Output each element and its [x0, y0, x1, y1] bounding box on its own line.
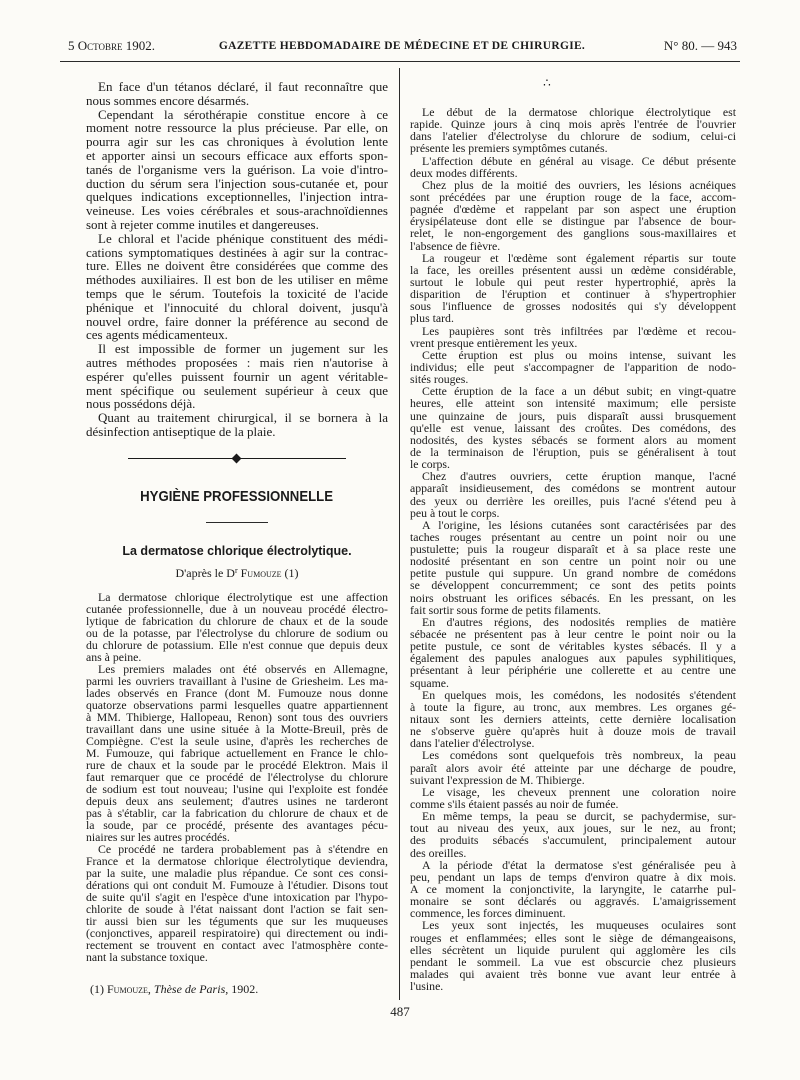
paragraph	[410, 179, 736, 252]
text-line	[410, 749, 736, 761]
line-text: Le chloral et l'acide phénique constituent des médi-	[98, 230, 388, 246]
section-heading-block	[86, 488, 388, 506]
line-text: quelques indications exceptionnelles, l'injection intra-	[86, 189, 388, 205]
section-separator	[128, 453, 346, 465]
line-text: L'affection débute en général au visage. Ce début présente	[422, 153, 736, 168]
line-text: veineuse. Les voies cérébrales et sous-arachnoïdiennes	[86, 203, 388, 219]
line-text: dérations qui ont conduit M. Fumouze à l'étudier. Disons tout	[86, 878, 388, 892]
continuation-mark: ∴	[543, 76, 551, 90]
line-text: Le début de la dermatose chlorique électrolytique est	[422, 105, 736, 119]
line-text: heures, elle atteint son intensité maximum; elle persiste	[410, 396, 736, 411]
line-text: Les yeux sont injectés, les muqueuses oculaires sont	[422, 918, 736, 933]
line-text: dans l'atelier d'électrolyse du chlorure de sodium, celui-ci	[410, 129, 736, 144]
byline-title-superscript: r	[234, 566, 238, 575]
text-line	[410, 252, 736, 264]
line-text: A la période d'état la dermatose s'est généralisée peu à	[422, 857, 736, 872]
line-text: désinfection antiseptique de la plaie.	[86, 423, 276, 439]
line-text: paraît alors avoir été atteinte par une décharge de poudre,	[410, 760, 736, 775]
paragraph	[410, 616, 736, 689]
text-line	[86, 246, 388, 260]
line-text: phénique et l'innocuité du chloral doivent, jusqu'à	[86, 299, 388, 315]
line-text: autres méthodes proposées : mais rien n'autorise à	[86, 354, 388, 370]
line-text: peu à tout le corps.	[410, 505, 500, 520]
line-text: sont précédées par une éruption rouge de la face, accom-	[410, 189, 736, 204]
text-line	[410, 446, 736, 458]
text-line	[86, 218, 388, 232]
line-text: Le visage, les cheveux prennent une coloration noire	[422, 784, 736, 799]
line-text: Cette éruption de la face a un début subit; en vingt-quatre	[422, 384, 736, 399]
text-line	[86, 204, 388, 218]
text-line	[410, 968, 736, 980]
line-text: présentant à leur périphérie une collerette et au centre une	[410, 663, 736, 678]
line-text: et apporter ainsi un secours efficace aux efforts spon-	[86, 147, 388, 163]
line-text: duction du sérum sera l'injection sous-cutanée et, pour	[86, 175, 388, 191]
line-text: malades qui avaient très bonne vue avant leur entrée à	[410, 966, 736, 981]
line-text: A ce moment la conjonctivite, la laryngite, le catarrhe pul-	[410, 882, 736, 896]
paragraph	[410, 349, 736, 385]
line-text: sous l'influence de grosses nodosités qui s'y développent	[410, 299, 736, 314]
line-text: apparaît insidieusement, des comédons se montrent autour	[410, 481, 736, 496]
line-text: lytique de fabrication du chlorure de chaux et de la soude	[86, 614, 388, 628]
line-text: à toute la figure, au tronc, aux membres. Les organes gé-	[410, 699, 736, 714]
text-line	[86, 397, 388, 411]
line-text: rure de chaux et la soude par le procédé Elektron. Mais il	[86, 758, 388, 772]
paragraph	[410, 155, 736, 179]
text-line	[86, 287, 388, 301]
line-text: tanés de l'organisme vers la guérison. La voie d'intro-	[86, 161, 388, 177]
line-text: En d'autres régions, des nodosités remplies de matière	[422, 614, 736, 629]
footnote-reference: (1)	[284, 566, 299, 580]
line-text: lades observés en France (dont M. Fumouze nous donne	[86, 686, 388, 700]
paragraph	[86, 411, 388, 439]
line-text: La rougeur et l'œdème sont également répartis sur toute	[422, 250, 736, 265]
byline-prefix: D'après le D	[175, 566, 235, 580]
line-text: Cependant la sérothérapie constitue encore à ce	[98, 106, 388, 122]
line-text: vrent presque entièrement les yeux.	[410, 335, 578, 350]
line-text: travaillant dans une usine située à la Motte-Breuil, près de	[86, 722, 388, 736]
line-text: une quinzaine de jours, puis disparaît aussi brusquement	[410, 408, 736, 423]
line-text: moment notre ressource la plus précieuse. Par elle, on	[86, 120, 388, 136]
line-text: également des papules analogues aux papules syphilitiques,	[410, 651, 736, 666]
text-line	[410, 410, 736, 422]
section-heading: HYGIÈNE PROFESSIONNELLE	[140, 488, 334, 505]
line-text: A l'origine, les lésions cutanées sont caractérisées par des	[422, 517, 736, 532]
text-line	[86, 135, 388, 149]
header-rule	[60, 61, 740, 62]
line-text: individus; elle peut s'accompagner de l'apparition de nodo-	[410, 359, 736, 374]
line-text: nant la substance toxique.	[86, 950, 208, 964]
line-text: nous possédons déjà.	[86, 396, 196, 412]
line-text: tout au niveau des yeux, aux joues, sur le nez, au front;	[410, 821, 736, 836]
line-text: dans l'atelier d'électrolyse.	[410, 736, 535, 751]
line-text: elles sécrètent un liquide purulent qui agglomère les cils	[410, 942, 736, 957]
line-text: (conjonctives, appareil respiratoire) qui directement ou indi-	[86, 926, 388, 940]
text-line	[86, 951, 388, 963]
text-line	[86, 121, 388, 135]
line-text: Il est impossible de former un jugement sur les	[98, 341, 388, 357]
text-line	[86, 384, 388, 398]
line-text: des oreilles.	[410, 845, 467, 860]
text-line	[410, 677, 736, 689]
heading-underline	[206, 522, 268, 523]
text-line	[86, 163, 388, 177]
line-text: rapide. Quinze jours à cinq mois après l'entrée de l'ouvrier	[410, 117, 736, 132]
line-text: l'usine.	[410, 979, 444, 994]
line-text: pagnée d'œdème et rappelant par son aspect une éruption	[410, 202, 736, 217]
paragraph	[410, 859, 736, 920]
line-text: France et la dermatose chlorique électrolytique deviendra,	[86, 854, 388, 868]
line-text: ment spécifique ou seulement supérieur à ceux que	[86, 382, 388, 398]
text-line	[410, 579, 736, 591]
paragraph	[86, 843, 388, 963]
text-line	[86, 94, 388, 108]
line-text: ture. Elles ne doivent être considérées que comme des	[86, 258, 388, 274]
issue-date: 5 Octobre 1902.	[68, 38, 155, 53]
line-text: nouvel ordre, faire donner la préférence au second de	[86, 313, 388, 329]
line-text: se développent concurremment; ce sont des petits points	[410, 578, 736, 593]
line-text: Les comédons sont quelquefois très nombreux, la peau	[422, 748, 736, 763]
text-line	[410, 507, 736, 519]
text-line	[410, 664, 736, 676]
line-text: des produits sébacés s'accumulent, principalement autour	[410, 833, 736, 848]
text-line	[410, 142, 736, 154]
line-text: Chez plus de la moitié des ouvriers, les lésions acnéiques	[422, 177, 736, 192]
article-byline	[86, 566, 388, 581]
line-text: ans à peine.	[86, 650, 142, 664]
line-text: ces agents médicamenteux.	[86, 327, 228, 343]
issue-and-page-number: N° 80. — 943	[663, 38, 737, 53]
line-text: En face d'un tétanos déclaré, il faut reconnaître que	[98, 79, 388, 94]
text-line	[86, 370, 388, 384]
text-line	[86, 177, 388, 191]
text-line	[86, 190, 388, 204]
paragraph	[410, 252, 736, 325]
page-number: 487	[390, 1004, 410, 1019]
line-text: deux modes différents.	[410, 165, 518, 180]
text-line	[410, 834, 736, 846]
paragraph	[410, 470, 736, 519]
paragraph	[86, 80, 388, 108]
text-line	[410, 312, 736, 324]
text-line	[410, 337, 736, 349]
line-text: surtout le lobule qui peut rester hypertrophié, après la	[410, 274, 736, 289]
text-line	[410, 227, 736, 239]
line-text: la soude, par ce procédé, présente des avantages pécu-	[86, 818, 388, 832]
paragraph	[86, 663, 388, 843]
line-text: ne s'observe guère qu'après huit à douze mois de travail	[410, 724, 736, 739]
diamond-ornament-icon	[232, 454, 242, 464]
line-text: temps que le sérum. Toutefois la toxicité de l'acide	[86, 285, 388, 301]
line-text: de la terminaison de l'éruption, puis se généralisent à tout	[410, 444, 736, 459]
text-line	[86, 425, 388, 439]
line-text: tir aussi bien sur les téguments que sur les muqueuses	[86, 914, 388, 928]
line-text: suivant l'expression de M. Thibierge.	[410, 772, 585, 787]
footnote-work: Thèse de Paris,	[153, 982, 229, 996]
text-line	[410, 980, 736, 992]
line-text: de sodium est tout nouveau; l'usine qui l'exploite est fondée	[86, 782, 388, 796]
previous-article-conclusion	[86, 80, 388, 439]
line-text: érysipélateuse dont elle se distingue par l'absence de bour-	[410, 214, 736, 229]
text-line	[86, 108, 388, 122]
paragraph	[410, 689, 736, 750]
line-text: Quant au traitement chirurgical, il se bornera à la	[98, 410, 388, 426]
article-title: La dermatose chlorique électrolytique.	[122, 544, 352, 558]
text-line	[86, 356, 388, 370]
line-text: sébacée ne présentent pas à leur centre le point noir ou la	[410, 627, 736, 642]
text-line	[86, 328, 388, 342]
text-line	[410, 240, 736, 252]
line-text: taches rouges présentant au centre un point noir ou une	[410, 529, 736, 544]
text-line	[86, 315, 388, 329]
line-text: Les premiers malades ont été observés en Allemagne,	[98, 662, 388, 676]
text-line	[86, 232, 388, 246]
line-text: disparition de l'éruption et continuer à s'hypertrophier	[410, 287, 736, 302]
line-text: le corps.	[410, 457, 450, 472]
line-text: nitaux sont les derniers atteints, cette dernière localisation	[410, 712, 736, 727]
line-text: Cette éruption est plus ou moins intense, suivant les	[422, 347, 736, 362]
text-line	[410, 495, 736, 507]
line-text: niaires sur les autres procédés.	[86, 830, 230, 844]
line-text: à MM. Thibierge, Hallopeau, Renon) sont tous des ouvriers	[86, 710, 388, 724]
article-body-continued	[410, 106, 736, 992]
line-text: petite pustule, ce sont de véritables kystes sébacés. Il y a	[410, 639, 736, 654]
line-text: La dermatose chlorique électrolytique est une affection	[98, 590, 388, 604]
line-text: pas à s'établir, car la fabrication du chlorure de chaux et de	[86, 806, 388, 820]
paragraph	[410, 919, 736, 992]
line-text: fait sortir sous forme de petits filaments.	[410, 602, 602, 617]
line-text: peu, pendant un laps de temps d'environ quatre à dix mois.	[410, 869, 736, 884]
paragraph	[410, 106, 736, 155]
line-text: squame.	[410, 675, 449, 690]
line-text: de suite qu'il s'agit en l'espèce d'une intoxication par l'hypo-	[86, 890, 388, 904]
line-text: présente les premiers symptômes cutanés.	[410, 141, 608, 156]
line-text: Chez d'autres ouvriers, cette éruption manque, l'acné	[422, 469, 736, 484]
text-line	[410, 932, 736, 944]
text-line	[410, 919, 736, 931]
line-text: rectement se trouvent en contact avec l'atmosphère conte-	[86, 938, 388, 952]
gazette-title: GAZETTE HEBDOMADAIRE DE MÉDECINE ET DE CHIRURGIE.	[218, 40, 586, 52]
line-text: sont à rejeter comme inutiles et dangereuses.	[86, 216, 319, 232]
line-text: parmi les ouvriers travaillant à l'usine de Griesheim. Les ma-	[86, 674, 388, 688]
line-text: petite pustule qui suppure. Un grand nombre de comédons	[410, 566, 736, 581]
line-text: du chlorure de potassium. Elle n'est connue que depuis deux	[86, 638, 388, 652]
line-text: nodosité présentant en son centre un point noir ou une	[410, 554, 736, 569]
line-text: pendant le sommeil. La vue est obscurcie chez plusieurs	[410, 954, 736, 969]
line-text: sités rouges.	[410, 372, 469, 387]
line-text: l'absence de fièvre.	[410, 238, 501, 253]
line-text: par la suite, une maladie plus répandue. Ce sont ces consi-	[86, 866, 388, 880]
text-line	[86, 80, 388, 94]
text-line	[410, 325, 736, 337]
line-text: méthodes auxiliaires. Il est bon de les utiliser en même	[86, 272, 388, 288]
line-text: Ce procédé ne tardera probablement pas à s'étendre en	[98, 842, 388, 856]
paragraph	[410, 810, 736, 859]
footnote-marker: (1)	[90, 982, 104, 996]
line-text: noirs obstruant les orifices sébacés. En les pressant, on les	[410, 590, 736, 605]
paragraph	[410, 519, 736, 616]
paragraph	[86, 108, 388, 232]
line-text: commence, les forces diminuent.	[410, 906, 566, 921]
line-text: Compiègne. C'est la seule usine, d'après les recherches de	[86, 734, 388, 748]
line-text: En quelques mois, les comédons, les nodosités s'étendent	[422, 687, 736, 702]
line-text: pourra agir sur les cas chroniques à évolution lente	[86, 134, 388, 150]
line-text: nous sommes encore désarmés.	[86, 92, 250, 108]
paragraph	[86, 232, 388, 342]
line-text: des yeux ou derrière les oreilles, puis l'acné s'étend peu à	[410, 493, 736, 508]
text-line	[86, 273, 388, 287]
line-text: plus tard.	[410, 311, 454, 326]
line-text: faut remarquer que ce procédé de l'électrolyse du chlorure	[86, 770, 388, 784]
line-text: En même temps, la peau se durcit, se pachydermise, sur-	[422, 809, 736, 824]
line-text: la face, les oreilles présentent aussi un œdème considérable,	[410, 262, 736, 277]
text-line	[410, 155, 736, 167]
text-line	[86, 149, 388, 163]
text-line	[86, 411, 388, 425]
paragraph	[410, 325, 736, 349]
text-line	[86, 342, 388, 356]
paragraph	[410, 749, 736, 785]
line-text: espérer qu'elles puissent fournir un agent véritable-	[86, 368, 388, 384]
text-line	[410, 482, 736, 494]
line-text: ou de la potasse, par l'électrolyse du chlorure de sodium ou	[86, 626, 388, 640]
paragraph	[410, 385, 736, 470]
text-line	[410, 422, 736, 434]
text-line	[86, 301, 388, 315]
line-text: Les paupières sont très infiltrées par l'œdème et recou-	[422, 323, 736, 338]
line-text: relet, le non-engorgement des ganglions sous-maxillaires et	[410, 226, 736, 241]
line-text: pustulette; puis la rougeur disparaît et à sa place reste une	[410, 542, 736, 557]
line-text: M. Fumouze, qui fabrique actuellement en France le chlo-	[86, 746, 388, 760]
line-text: chlorite de soude à l'état naissant dont l'action se fait sen-	[86, 902, 388, 916]
line-text: cutanée professionnelle, due à un nouveau procédé électro-	[86, 602, 388, 616]
text-line	[410, 847, 736, 859]
byline-author: Fumouze	[240, 566, 282, 580]
line-text: nodosités, des kystes sébacés se forment alors au moment	[410, 432, 736, 447]
line-text: qu'elle est venue, laissant des croûtes. Des comédons, des	[410, 420, 736, 435]
line-text: monaire se sont déclarés ou aggravés. L'amaigrissement	[410, 894, 736, 909]
paragraph	[86, 342, 388, 411]
text-line	[410, 592, 736, 604]
footnote-author: Fumouze,	[107, 982, 151, 996]
line-text: quatorze observations parmi lesquelles quatre appartiennent	[86, 698, 388, 712]
text-line	[86, 259, 388, 273]
line-text: cations symptomatiques destinées à agir sur la contrac-	[86, 244, 388, 260]
line-text: rouges et enflammées; elles sont le siège de démangeaisons,	[410, 930, 736, 945]
paragraph	[410, 786, 736, 810]
line-text: comme s'ils étaient passés au noir de fumée.	[410, 797, 619, 812]
footnote	[90, 982, 258, 997]
text-line	[410, 397, 736, 409]
column-divider	[399, 68, 400, 1000]
line-text: depuis deux ans seulement; d'autres usines ne tarderont	[86, 794, 388, 808]
footnote-year: 1902.	[231, 982, 259, 996]
paragraph	[86, 591, 388, 663]
text-line	[410, 300, 736, 312]
text-line	[410, 762, 736, 774]
article-body	[86, 591, 388, 963]
